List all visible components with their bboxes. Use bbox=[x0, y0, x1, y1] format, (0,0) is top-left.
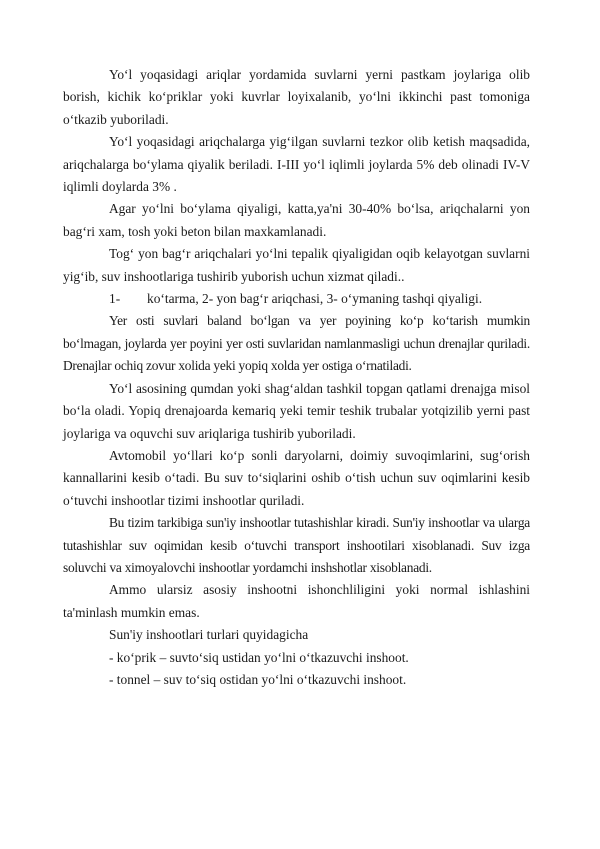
paragraph-artificial-structures: Bu tizim tarkibiga sun'iy inshootlar tutashishlar kiradi. Sun'iy inshootlar va ularga tutashishlar suv oqimidan kesib o‘tuvchi transport inshootilari xisoblanadi. Suv izga soluvchi va ximoyalovchi inshootlar yordamchi inshshotlar xisoblanadi. bbox=[63, 515, 530, 575]
paragraph-roadside-ditches: Yo‘l yoqasidagi ariqlar yordamida suvlarni yerni pastkam joylariga olib borish, kichik ko‘priklar yoki kuvrlar loyixalanib, yo‘lni ikkinchi past tomoniga o‘tkazib yuboriladi. bbox=[63, 67, 530, 127]
paragraph-slope-ditches: Tog‘ yon bag‘r ariqchalari yo‘lni tepalik qiyaligidan oqib kelayotgan suvlarni yig‘ib, suv inshootlariga tushirib yuborish uchun xizmat qiladi.. bbox=[63, 246, 530, 284]
paragraph-drainage-layer: Yo‘l asosining qumdan yoki shag‘aldan tashkil topgan qatlami drenajga misol bo‘la oladi. Yopiq drenajoarda kemariq yeki temir teshik trubalar yotqizilib yerni past joylariga va oquvchi suv ariqlariga tushirib yuboriladi. bbox=[63, 380, 530, 441]
paragraph-crossings: Avtomobil yo‘llari ko‘p sonli daryolarni, doimiy suvoqimlarini, sug‘orish kannallarini kesib o‘tadi. Bu suv to‘siqlarini oshib o‘tish uchun suv oqimlarini kesib o‘tuvchi inshootlar tizimi inshootlar quriladi. bbox=[63, 447, 530, 508]
figure-caption-text: ko‘tarma, 2- yon bag‘r ariqchasi, 3- o‘ymaning tashqi qiyaligi. bbox=[147, 291, 483, 307]
list-item: - ko‘prik – suvto‘siq ustidan yo‘lni o‘tkazuvchi inshoot. bbox=[109, 649, 409, 665]
document-body bbox=[63, 64, 530, 691]
paragraph-ditch-reinforcement: Agar yo‘lni bo‘ylama qiyaligi, katta,ya'ni 30-40% bo‘lsa, ariqchalarni yon bag‘ri xam, tosh yoki beton bilan maxkamlanadi. bbox=[63, 201, 530, 239]
paragraph-structure-types: Sun'iy inshootlari turlari quyidagicha bbox=[109, 627, 309, 643]
paragraph-drainage: Yer osti suvlari baland bo‘lgan va yer poyining ko‘p ko‘tarish mumkin bo‘lmagan, joylarda yer poyini yer osti suvlaridan namlanmasligi uchun drenajlar quriladi. Drenajlar ochiq zovur xolida yeki yopiq xolda yer ostiga o‘rnatiladi. bbox=[63, 313, 530, 374]
paragraph-reliability: Ammo ularsiz asosiy inshootni ishonchliligini yoki normal ishlashini ta'minlash mumkin emas. bbox=[63, 582, 530, 620]
list-item: - tonnel – suv to‘siq ostidan yo‘lni o‘tkazuvchi inshoot. bbox=[109, 671, 407, 687]
paragraph-ditch-slope: Yo‘l yoqasidagi ariqchalarga yig‘ilgan suvlarni tezkor olib ketish maqsadida, ariqchalarga bo‘ylama qiyalik beriladi. I-III yo‘l iqlimli joylarda 5% deb olinadi IV-V iqlimli doylarda 3% . bbox=[63, 134, 530, 195]
figure-caption-number: 1- bbox=[109, 291, 121, 307]
figure-caption bbox=[63, 288, 530, 310]
